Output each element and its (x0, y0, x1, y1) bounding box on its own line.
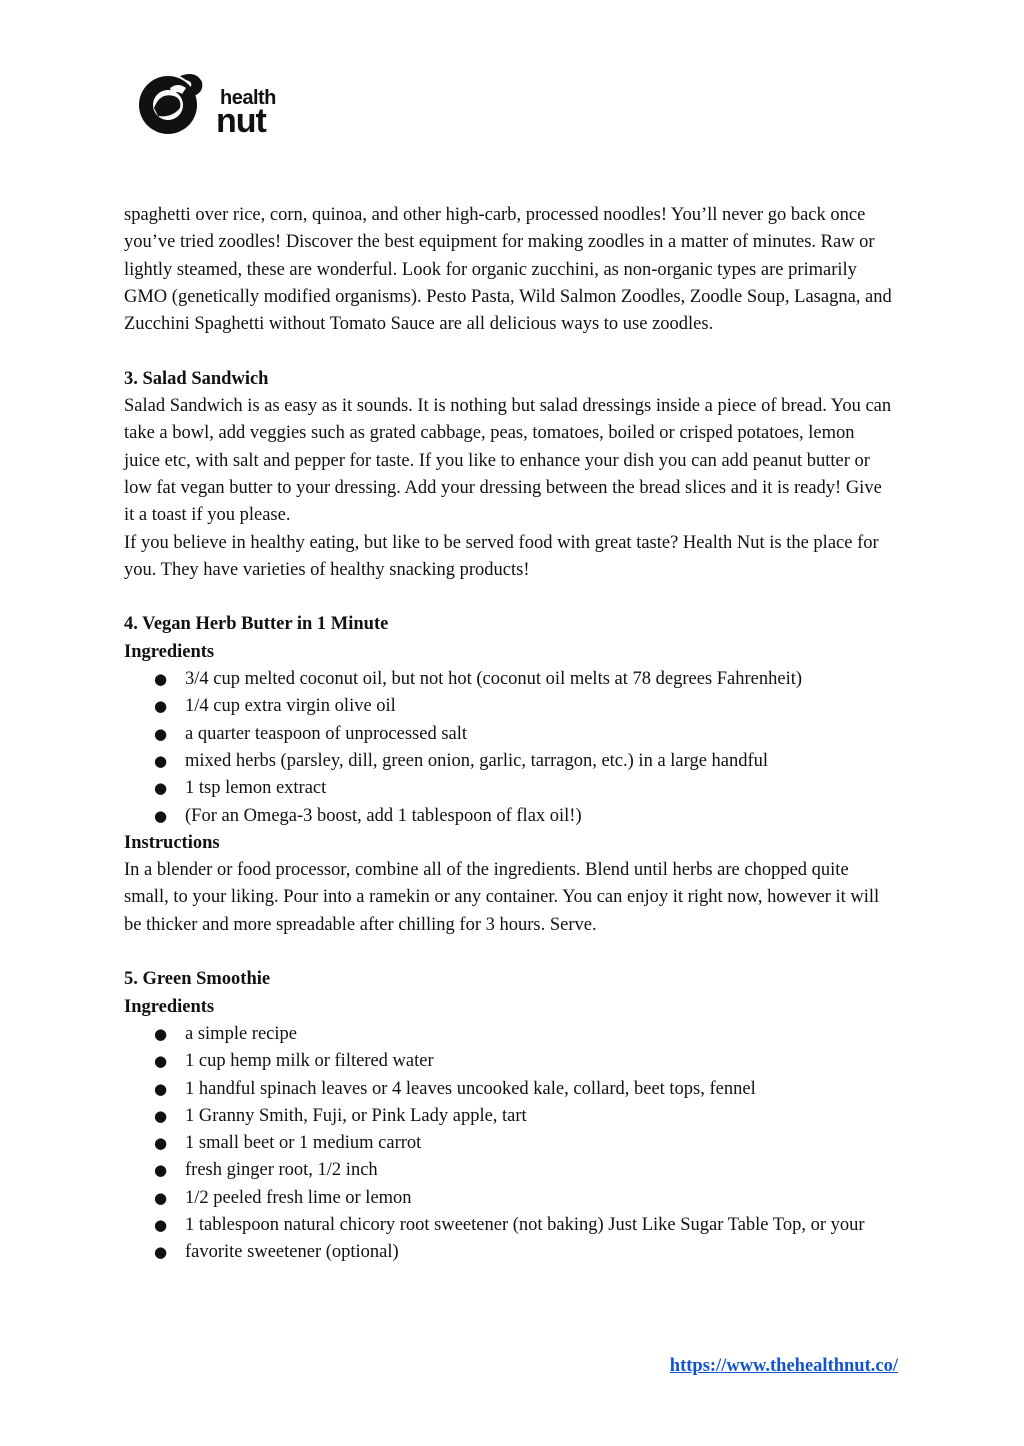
list-item: ● 1/2 peeled fresh lime or lemon (124, 1185, 894, 1212)
list-item: ● (For an Omega-3 boost, add 1 tablespoon of flax oil!) (124, 803, 894, 830)
section3-heading: 3. Salad Sandwich (124, 368, 269, 389)
spacer (124, 338, 894, 365)
list-item: ● a simple recipe (124, 1021, 894, 1048)
list-item: ● fresh ginger root, 1/2 inch (124, 1157, 894, 1184)
document-body (124, 202, 894, 1267)
list-item: ● 1 tablespoon natural chicory root sweetener (not baking) Just Like Sugar Table Top, or your (124, 1212, 894, 1239)
section4-ingredients-label: Ingredients (124, 641, 215, 662)
section4-instructions-label: Instructions (124, 832, 220, 853)
spacer (124, 939, 894, 966)
list-item: ● 3/4 cup melted coconut oil, but not hot (coconut oil melts at 78 degrees Fahrenheit) (124, 666, 894, 693)
health-nut-logo (136, 68, 296, 136)
list-item: ● favorite sweetener (optional) (124, 1239, 894, 1266)
footer-website-link[interactable]: https://www.thehealthnut.co/ (669, 1356, 898, 1376)
list-item: ● 1 tsp lemon extract (124, 775, 894, 802)
spacer (124, 584, 894, 611)
section3-paragraph-2: If you believe in healthy eating, but like to be served food with great taste? Health Nut is the place for you. They have varieties of healthy snacking products! (124, 532, 879, 580)
section4-ingredients-list (124, 666, 894, 830)
list-item: ● 1 handful spinach leaves or 4 leaves uncooked kale, collard, beet tops, fennel (124, 1076, 894, 1103)
section3-paragraph-1: Salad Sandwich is as easy as it sounds. It is nothing but salad dressings inside a piece of bread. You can take a bowl, add veggies such as grated cabbage, peas, tomatoes, boiled or crisped potatoes, lemon juice etc, with salt and pepper for taste. If you like to enhance your dish you can add peanut butter or low fat vegan butter to your dressing. Add your dressing between the bread slices and it is ready! Give it a toast if you please. (124, 396, 892, 526)
health-nut-logo-icon (136, 68, 296, 136)
list-item: ● 1/4 cup extra virgin olive oil (124, 693, 894, 720)
section5-heading: 5. Green Smoothie (124, 969, 271, 990)
list-item: ● mixed herbs (parsley, dill, green onion, garlic, tarragon, etc.) in a large handful (124, 748, 894, 775)
list-item: ● 1 small beet or 1 medium carrot (124, 1130, 894, 1157)
logo-line2: nut (216, 102, 266, 136)
logo-line1: health (220, 87, 276, 109)
section4-heading: 4. Vegan Herb Butter in 1 Minute (124, 614, 389, 635)
section5-ingredients-list (124, 1021, 894, 1267)
section5-ingredients-label: Ingredients (124, 996, 215, 1017)
list-item: ● 1 Granny Smith, Fuji, or Pink Lady apple, tart (124, 1103, 894, 1130)
section4-instructions: In a blender or food processor, combine all of the ingredients. Blend until herbs are chopped quite small, to your liking. Pour into a ramekin or any container. You can enjoy it right now, however it will be thicker and more spreadable after chilling for 3 hours. Serve. (124, 860, 880, 935)
intro-paragraph: spaghetti over rice, corn, quinoa, and other high-carb, processed noodles! You’ll never go back once you’ve tried zoodles! Discover the best equipment for making zoodles in a matter of minutes. Raw or lightly steamed, these are wonderful. Look for organic zucchini, as non-organic types are primarily GMO (genetically modified organisms). Pesto Pasta, Wild Salmon Zoodles, Zoodle Soup, Lasagna, and Zucchini Spaghetti without Tomato Sauce are all delicious ways to use zoodles. (124, 205, 892, 335)
list-item: ● 1 cup hemp milk or filtered water (124, 1048, 894, 1075)
list-item: ● a quarter teaspoon of unprocessed salt (124, 721, 894, 748)
